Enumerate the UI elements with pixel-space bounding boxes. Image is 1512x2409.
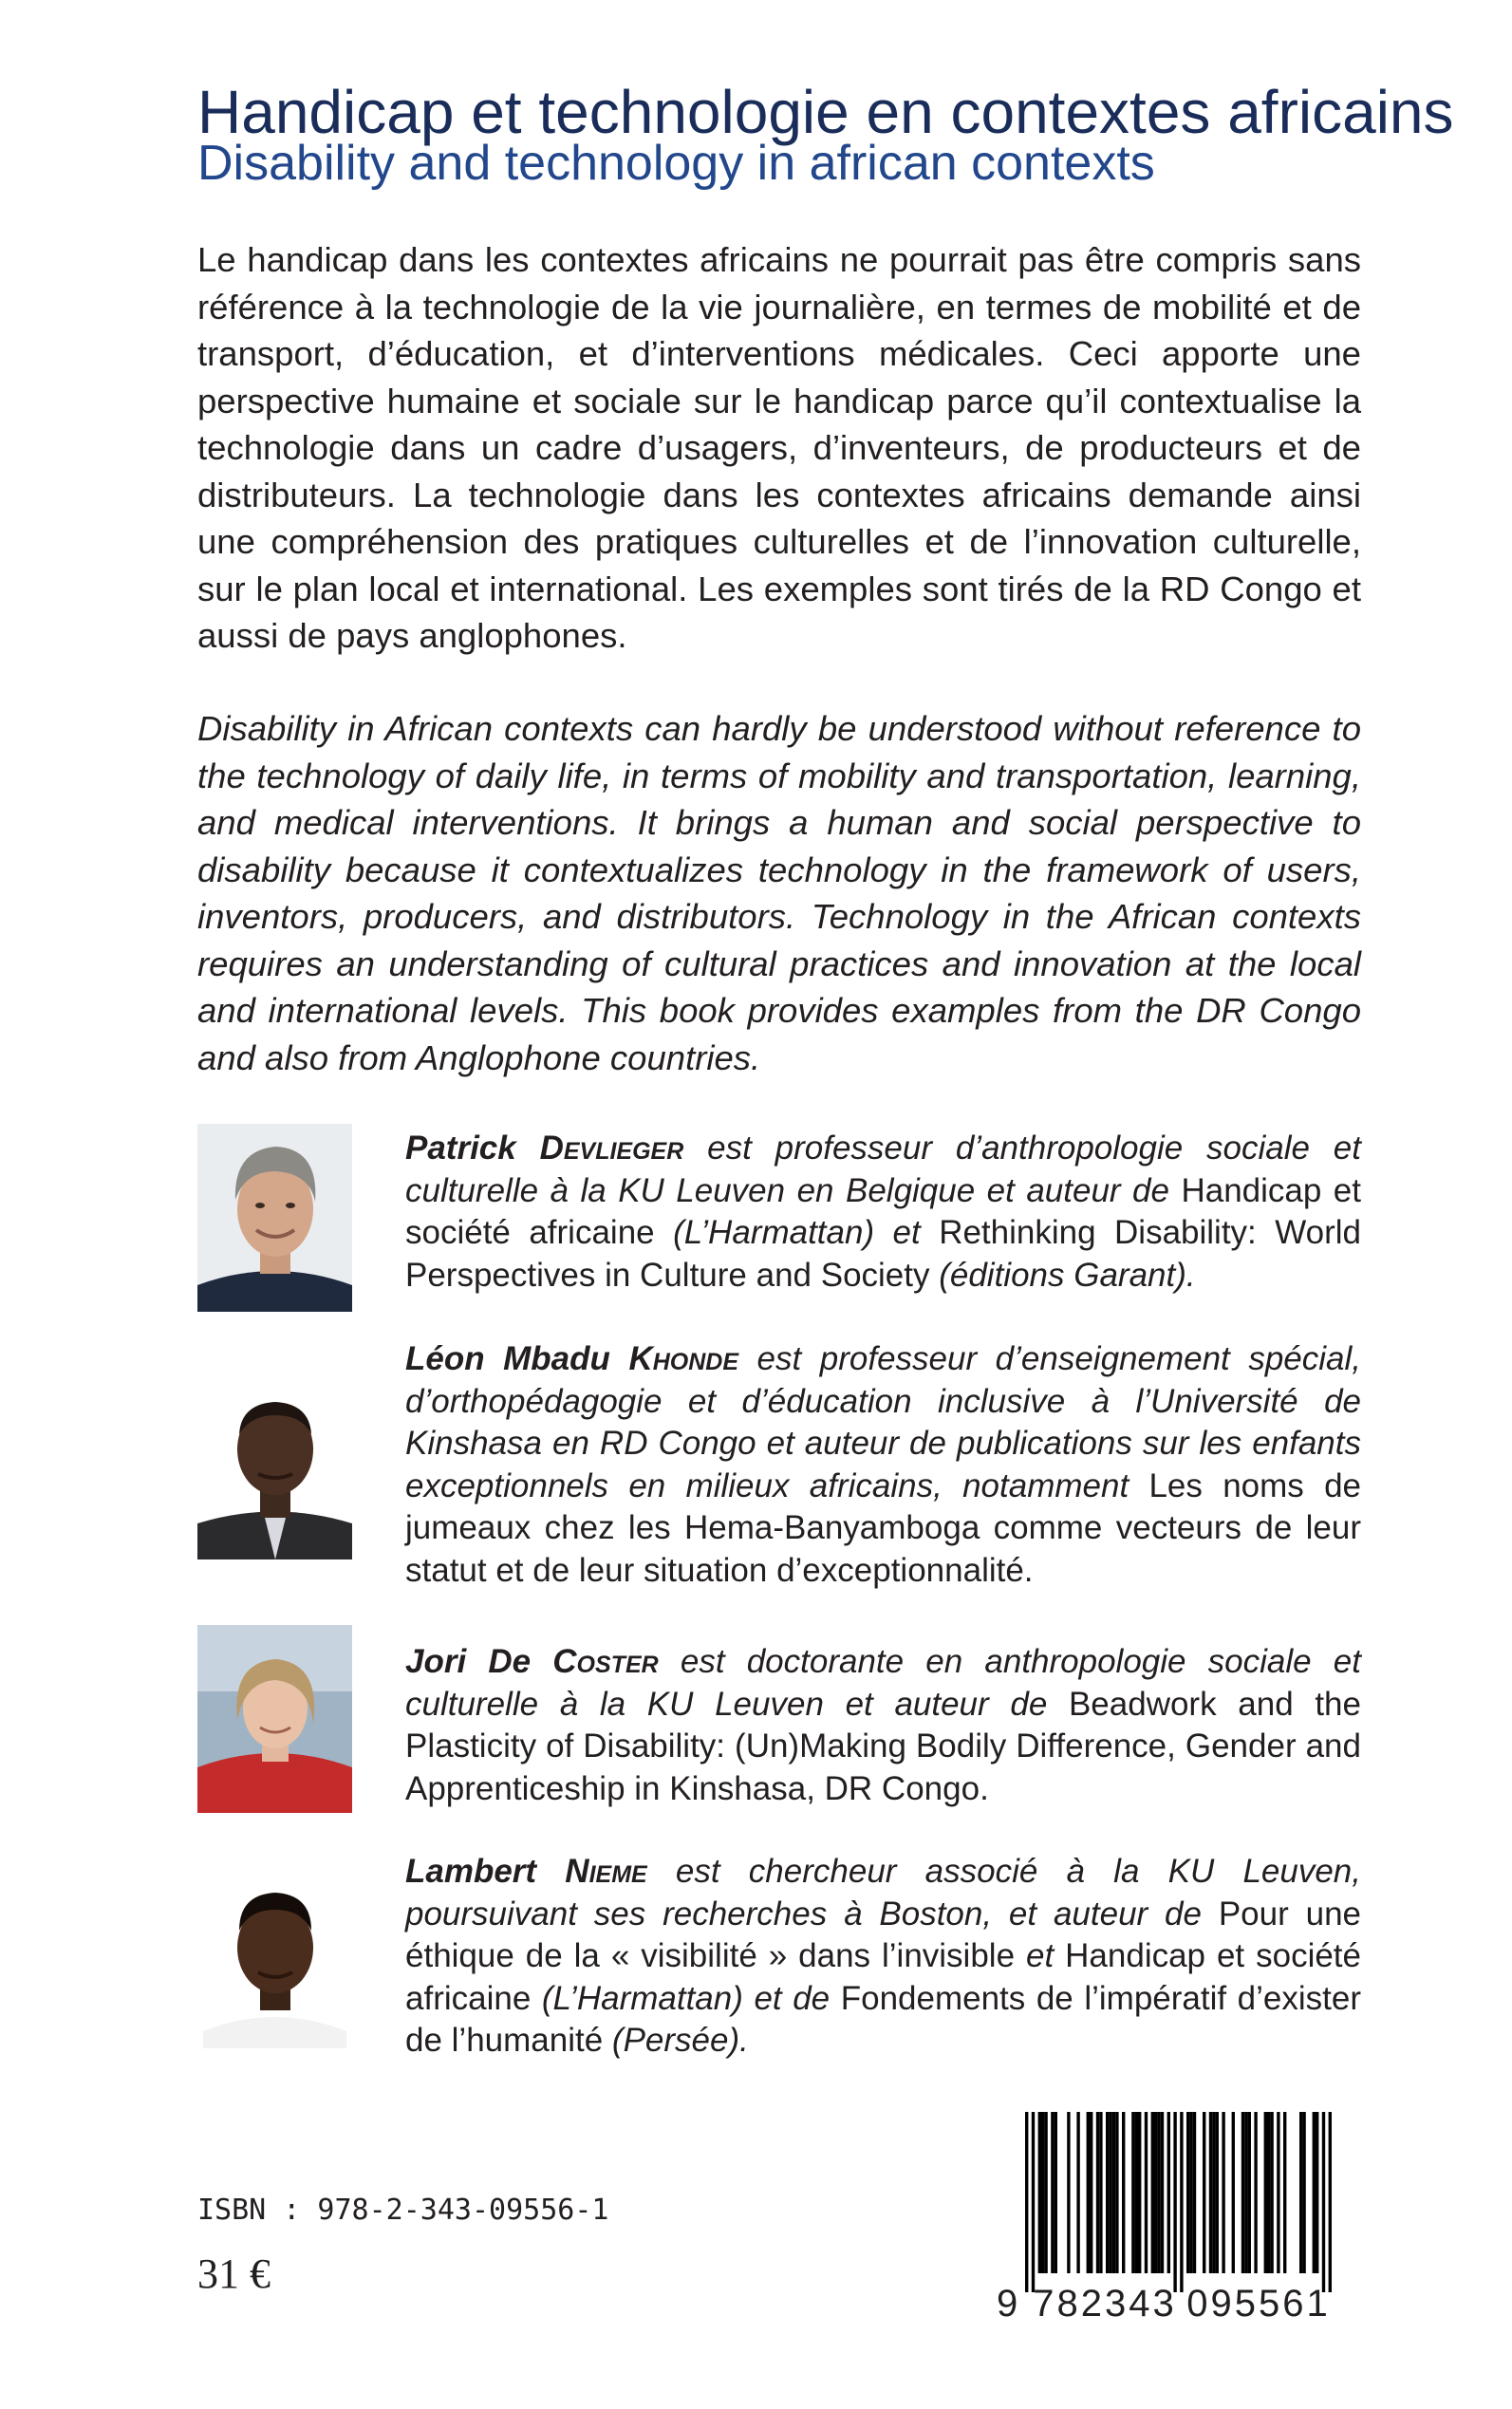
- isbn: ISBN : 978-2-343-09556-1: [197, 2194, 609, 2227]
- barcode-bar: [1222, 2112, 1224, 2273]
- summary-english: Disability in African contexts can hardly be understood without reference to the technology of daily life, in terms of mobility and transportation, learning, and medical interventions. It brings a human and social perspective to disability because it contextualizes technology in the framework of users, inventors, producers, and distributors. Technology in the African contexts requires an understanding of cultural practices and innovation at the local and international levels. This book provides examples from the DR Congo and also from Anglophone countries.: [197, 709, 1361, 1077]
- barcode-bar: [1212, 2112, 1215, 2273]
- barcode-bar: [1189, 2112, 1192, 2273]
- barcode-bar: [1055, 2112, 1057, 2273]
- barcode-bar: [1145, 2112, 1148, 2273]
- barcode-bar: [1115, 2112, 1118, 2273]
- barcode-bar: [1244, 2112, 1247, 2273]
- barcode-bar: [1270, 2112, 1273, 2273]
- author-name: Jori De Coster: [405, 1643, 659, 1680]
- barcode-bar: [1131, 2112, 1134, 2273]
- barcode-bar: [1112, 2112, 1115, 2273]
- barcode-bar: [1087, 2112, 1090, 2273]
- barcode-bar: [1051, 2112, 1054, 2273]
- barcode-bar: [1241, 2112, 1244, 2273]
- barcode-bar: [1203, 2112, 1205, 2273]
- barcode-bar: [1209, 2112, 1212, 2273]
- barcode-bar: [1122, 2112, 1125, 2273]
- barcode-bar: [1264, 2112, 1267, 2273]
- barcode-bar: [1151, 2112, 1154, 2273]
- barcode-bar: [1161, 2112, 1164, 2273]
- barcode-bar: [1232, 2112, 1235, 2273]
- barcode-bar: [1044, 2112, 1047, 2273]
- barcode-bar: [1302, 2112, 1305, 2273]
- author-bio-khonde: Léon Mbadu Khonde est professeur d’enseignement spécial, d’orthopédagogie et d’éducation inclusive à l’Université de Kinshasa en RD Congo et auteur de publications sur les enfants exceptionnels en milieux africains, notamment Les noms de jumeaux chez les Hema-Banyamboga comme vecteurs de leur statut et de leur situation d’exceptionnalité.: [405, 1340, 1361, 1589]
- barcode-bar: [1167, 2112, 1170, 2273]
- barcode-bar: [1277, 2112, 1279, 2273]
- barcode-bar: [1254, 2112, 1257, 2273]
- barcode: [987, 2112, 1367, 2321]
- barcode-bar: [1180, 2112, 1183, 2292]
- title-french: Handicap et technologie en contextes africains: [197, 78, 1454, 146]
- barcode-bar: [1038, 2112, 1041, 2273]
- barcode-bar: [1076, 2112, 1079, 2273]
- author-photo-nieme: [197, 1860, 352, 2048]
- barcode-bar: [1329, 2112, 1332, 2292]
- barcode-bar: [1032, 2112, 1035, 2292]
- author-bio-decoster: Jori De Coster est doctorante en anthropologie sociale et culturelle à la KU Leuven et auteur de Beadwork and the Plasticity of Disability: (Un)Making Bodily Difference, Gender and Apprenticeship in Kinshasa, DR Congo.: [405, 1643, 1361, 1807]
- barcode-bar: [1283, 2112, 1286, 2273]
- title-english: Disability and technology in african contexts: [197, 136, 1155, 191]
- author-bio-devlieger: Patrick Devlieger est professeur d’anthropologie sociale et culturelle à la KU Leuven en Belgique et auteur de Handicap et société africaine (L’Harmattan) et Rethinking Disability: World Perspectives in Culture and Society (éditions Garant).: [405, 1130, 1361, 1294]
- barcode-bar: [1173, 2112, 1176, 2292]
- barcode-bar: [1135, 2112, 1138, 2273]
- barcode-bar: [1193, 2112, 1196, 2273]
- barcode-bar: [1267, 2112, 1270, 2273]
- author-photo-devlieger: [197, 1124, 352, 1312]
- barcode-left-digits: 782343: [1033, 2283, 1177, 2321]
- barcode-bar: [1109, 2112, 1111, 2273]
- barcode-bar: [1090, 2112, 1092, 2273]
- barcode-bar: [1299, 2112, 1302, 2273]
- barcode-first-digit: 9: [997, 2283, 1018, 2321]
- barcode-bar: [1025, 2112, 1028, 2292]
- price: 31 €: [197, 2250, 271, 2297]
- barcode-right-digits: 095561: [1186, 2283, 1331, 2321]
- author-name: Lambert Nieme: [405, 1853, 647, 1890]
- barcode-bar: [1313, 2112, 1316, 2273]
- author-name: Patrick Devlieger: [405, 1130, 684, 1167]
- barcode-bar: [1138, 2112, 1141, 2273]
- barcode-bar: [1316, 2112, 1318, 2273]
- author-photo-decoster: [197, 1625, 352, 1813]
- barcode-bar: [1067, 2112, 1070, 2273]
- barcode-bar: [1157, 2112, 1160, 2273]
- barcode-bar: [1322, 2112, 1325, 2292]
- barcode-bar: [1106, 2112, 1109, 2273]
- author-name: Léon Mbadu Khonde: [405, 1340, 738, 1377]
- author-bio-nieme: Lambert Nieme est chercheur associé à la KU Leuven, poursuivant ses recherches à Boston, et auteur de Pour une éthique de la « visibilité » dans l’invisible et Handicap et société africaine (L’Harmattan) et de Fondements de l’impératif d’exister de l’humanité (Persée).: [405, 1853, 1361, 2059]
- barcode-bar: [1186, 2112, 1189, 2273]
- barcode-bar: [1248, 2112, 1251, 2273]
- summary-french: Le handicap dans les contextes africains ne pourrait pas être compris sans référence à la technologie de la vie journalière, en termes de mobilité et de transport, d’éducation, et d’interventions médicales. Ceci apporte une perspective humaine et sociale sur le handicap parce qu’il contextualise la technologie dans un cadre d’usagers, d’inventeurs, de producteurs et de distributeurs. La technologie dans les contextes africains demande ainsi une compréhension des pratiques culturelles et de l’innovation culturelle, sur le plan local et international. Les exemples sont tirés de la RD Congo et aussi de pays anglophones.: [197, 240, 1361, 655]
- barcode-bar: [1096, 2112, 1099, 2273]
- author-photo-khonde: [197, 1372, 352, 1559]
- barcode-bar: [1216, 2112, 1219, 2273]
- barcode-bar: [1154, 2112, 1157, 2273]
- barcode-bar: [1099, 2112, 1102, 2273]
- barcode-bar: [1041, 2112, 1044, 2273]
